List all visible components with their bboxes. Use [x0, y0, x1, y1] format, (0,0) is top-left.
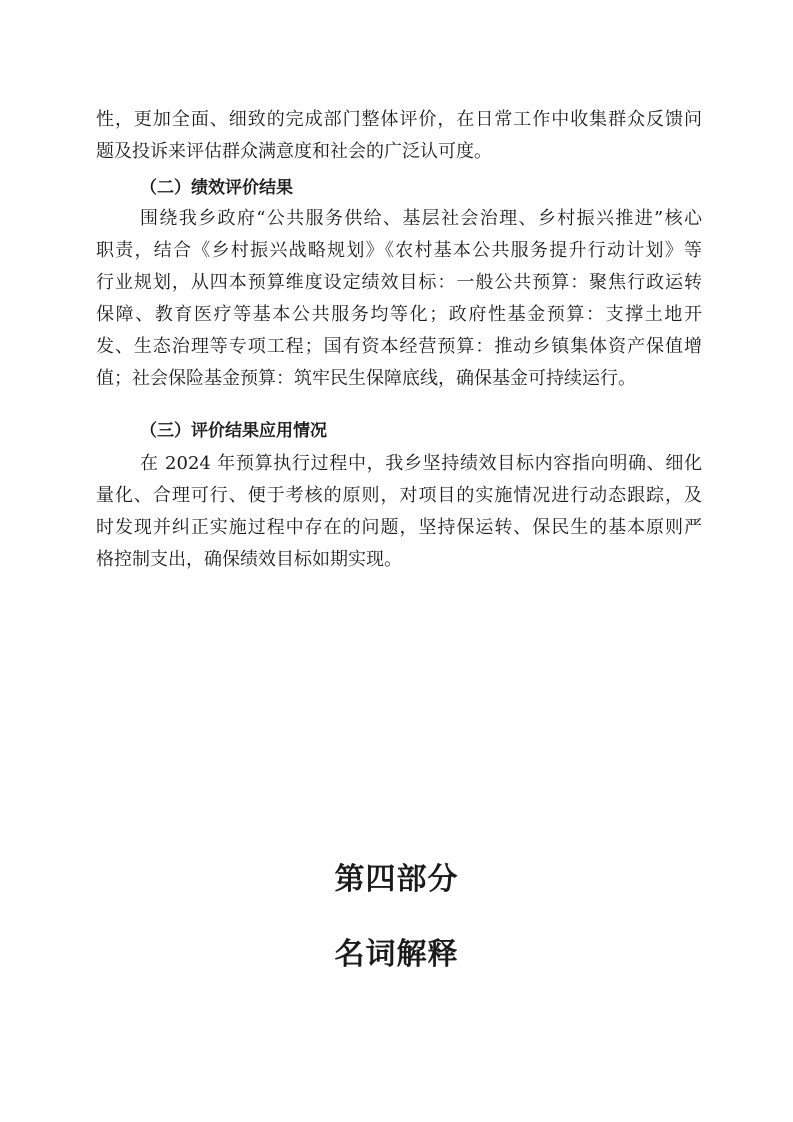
paragraph-line: 格控制支出，确保绩效目标如期实现。 [96, 549, 402, 570]
paragraph-line: 围绕我乡政府“公共服务供给、基层社会治理、乡村振兴推进”核心 [140, 208, 702, 229]
part-subtitle: 名词解释 [334, 937, 459, 972]
paragraph-line: 保障、教育医疗等基本公共服务均等化；政府性基金预算：支撑土地开 [96, 304, 702, 325]
paragraph-line: 发、生态治理等专项工程；国有资本经营预算：推动乡镇集体资产保值增 [96, 336, 702, 357]
part-title: 第四部分 [334, 862, 459, 897]
paragraph-line: 时发现并纠正实施过程中存在的问题，坚持保运转、保民生的基本原则严 [96, 517, 702, 538]
paragraph-line: 在 2024 年预算执行过程中，我乡坚持绩效目标内容指向明确、细化 [140, 453, 702, 474]
paragraph-intro [96, 104, 702, 168]
section-heading-results-application: （三）评价结果应用情况 [140, 421, 327, 441]
section-heading-performance-results: （二）绩效评价结果 [140, 178, 293, 198]
paragraph-performance-results [96, 203, 702, 395]
paragraph-line: 性，更加全面、细致的完成部门整体评价，在日常工作中收集群众反馈问 [96, 109, 702, 130]
paragraph-line: 题及投诉来评估群众满意度和社会的广泛认可度。 [96, 141, 492, 162]
paragraph-line: 行业规划，从四本预算维度设定绩效目标：一般公共预算：聚焦行政运转 [96, 272, 702, 293]
paragraph-results-application [96, 448, 702, 576]
paragraph-line: 值；社会保险基金预算：筑牢民生保障底线，确保基金可持续运行。 [96, 368, 636, 389]
paragraph-line: 职责，结合《乡村振兴战略规划》《农村基本公共服务提升行动计划》等 [96, 240, 702, 261]
paragraph-line: 量化、合理可行、便于考核的原则，对项目的实施情况进行动态跟踪，及 [96, 485, 702, 506]
